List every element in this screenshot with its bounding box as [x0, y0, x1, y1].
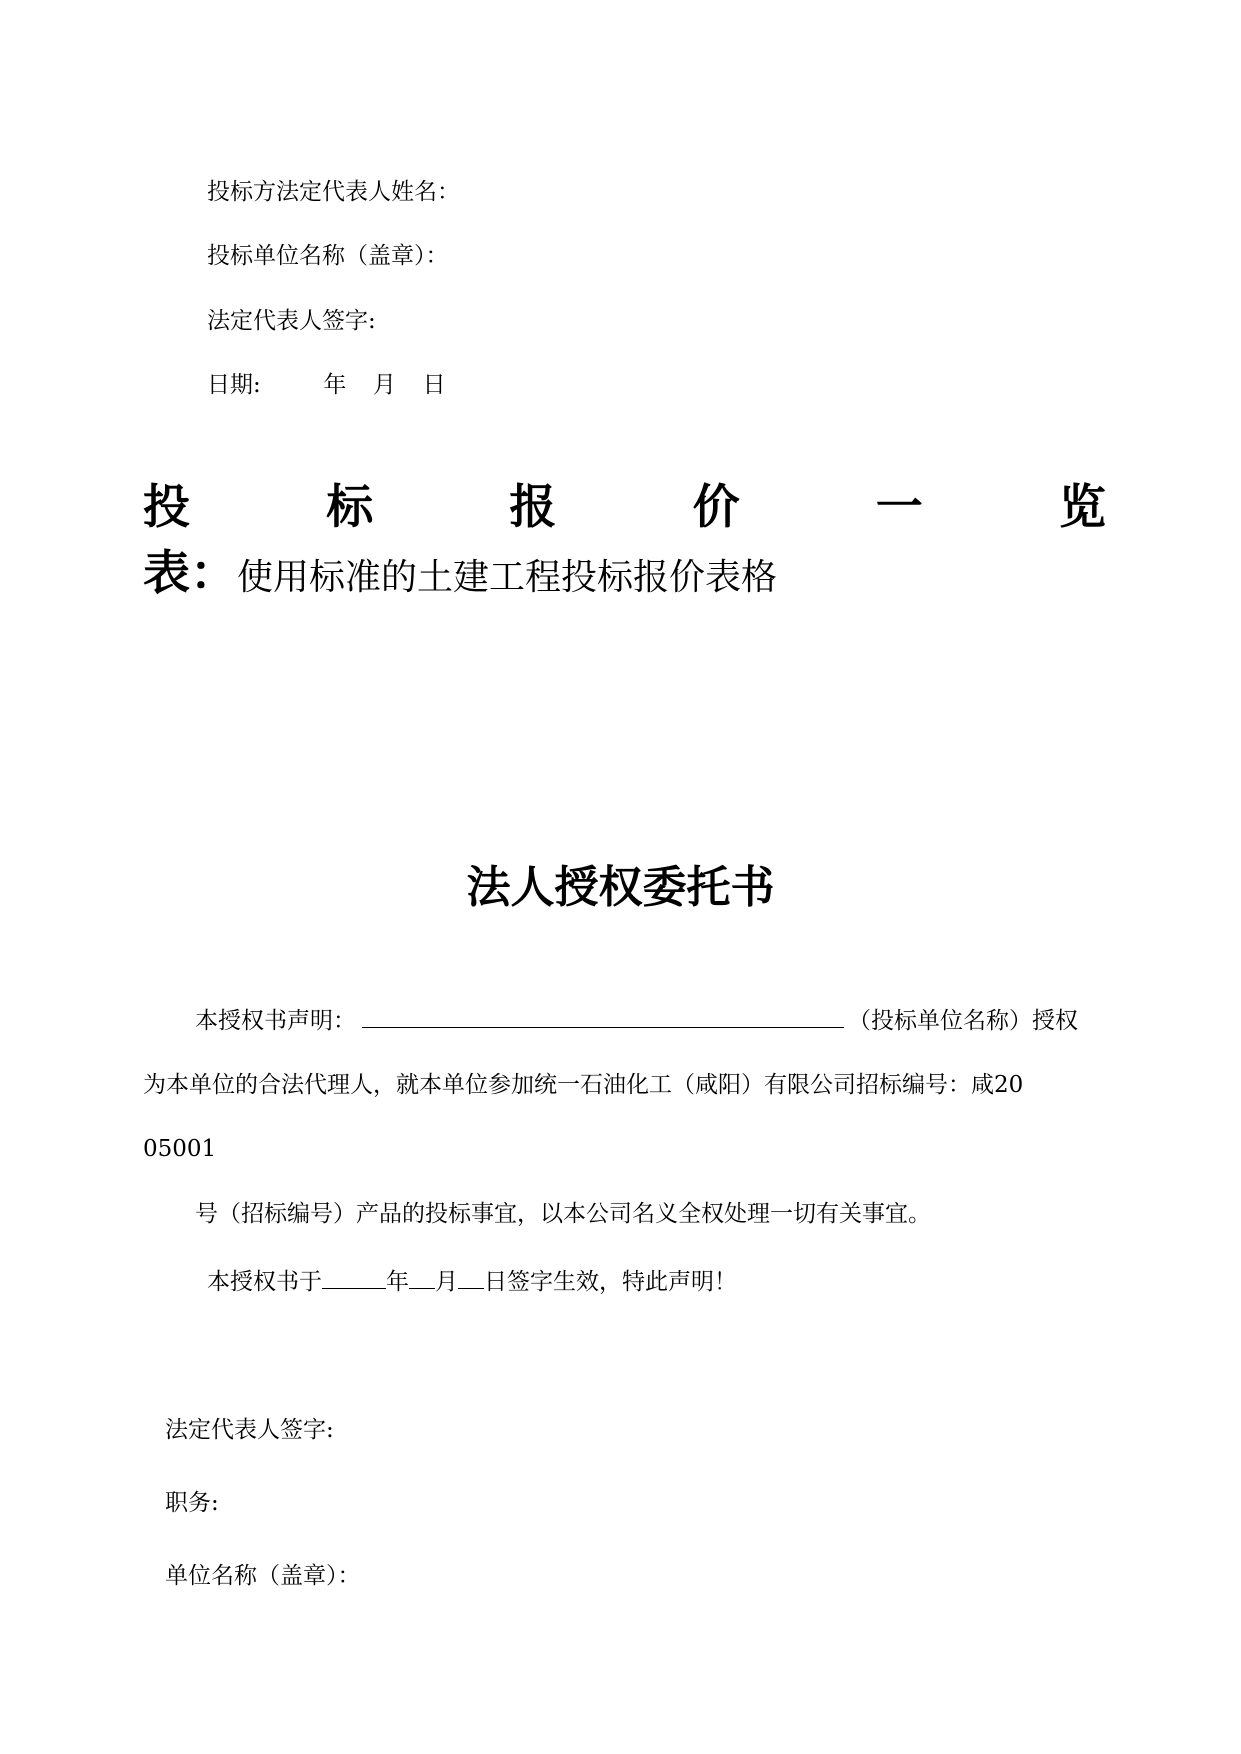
auth-paragraph-5: [207, 1264, 737, 1298]
auth-paragraph-3: 05001: [143, 1136, 217, 1162]
heading-char: 览: [1058, 480, 1106, 535]
month-blank: [409, 1264, 435, 1289]
date-line: [207, 369, 446, 401]
date-month: 月: [373, 372, 396, 398]
heading-char: 投: [143, 480, 190, 535]
date-label: 日期:: [207, 372, 261, 398]
date-year: 年: [323, 372, 347, 398]
auth-p1-end: （投标单位名称）授权: [848, 1008, 1078, 1034]
heading-char: 价: [692, 480, 740, 535]
legal-rep-name-label: 投标方法定代表人姓名：: [207, 179, 460, 205]
heading-char: 标: [326, 480, 374, 535]
heading-char: 报: [509, 480, 557, 535]
auth-paragraph-2: 为本单位的合法代理人，就本单位参加统一石油化工（咸阳）有限公司招标编号：咸20: [143, 1072, 1024, 1098]
heading-char: 一: [875, 480, 923, 535]
auth-paragraph-1: [195, 1003, 1078, 1037]
legal-rep-signature-label: 法定代表人签字:: [207, 308, 376, 334]
date-day: 日: [422, 372, 446, 398]
price-overview-heading: [143, 478, 1106, 538]
heading-tail: 表：: [143, 546, 237, 601]
day-blank: [458, 1264, 484, 1289]
authorization-title: 法人授权委托书: [466, 862, 775, 913]
bidder-name-blank: [362, 1003, 844, 1028]
auth-paragraph-4: 号（招标编号）产品的投标事宜，以本公司名义全权处理一切有关事宜。: [195, 1201, 931, 1227]
price-overview-subtitle: 使用标准的土建工程投标报价表格: [237, 557, 778, 598]
auth-p5-end: 日签字生效，特此声明！: [484, 1269, 737, 1295]
auth-p5-month: 月: [435, 1269, 458, 1295]
unit-name-seal-label: 单位名称（盖章）：: [165, 1563, 361, 1589]
auth-p1-start: 本授权书声明：: [195, 1008, 356, 1034]
price-overview-subtitle-line: [143, 548, 777, 610]
bottom-legal-rep-signature-label: 法定代表人签字:: [165, 1417, 334, 1443]
position-label: 职务:: [165, 1490, 219, 1516]
year-blank: [322, 1264, 386, 1289]
auth-p5-start: 本授权书于: [207, 1269, 322, 1295]
auth-p5-year: 年: [386, 1269, 409, 1295]
bidder-name-seal-label: 投标单位名称（盖章）：: [207, 243, 449, 269]
